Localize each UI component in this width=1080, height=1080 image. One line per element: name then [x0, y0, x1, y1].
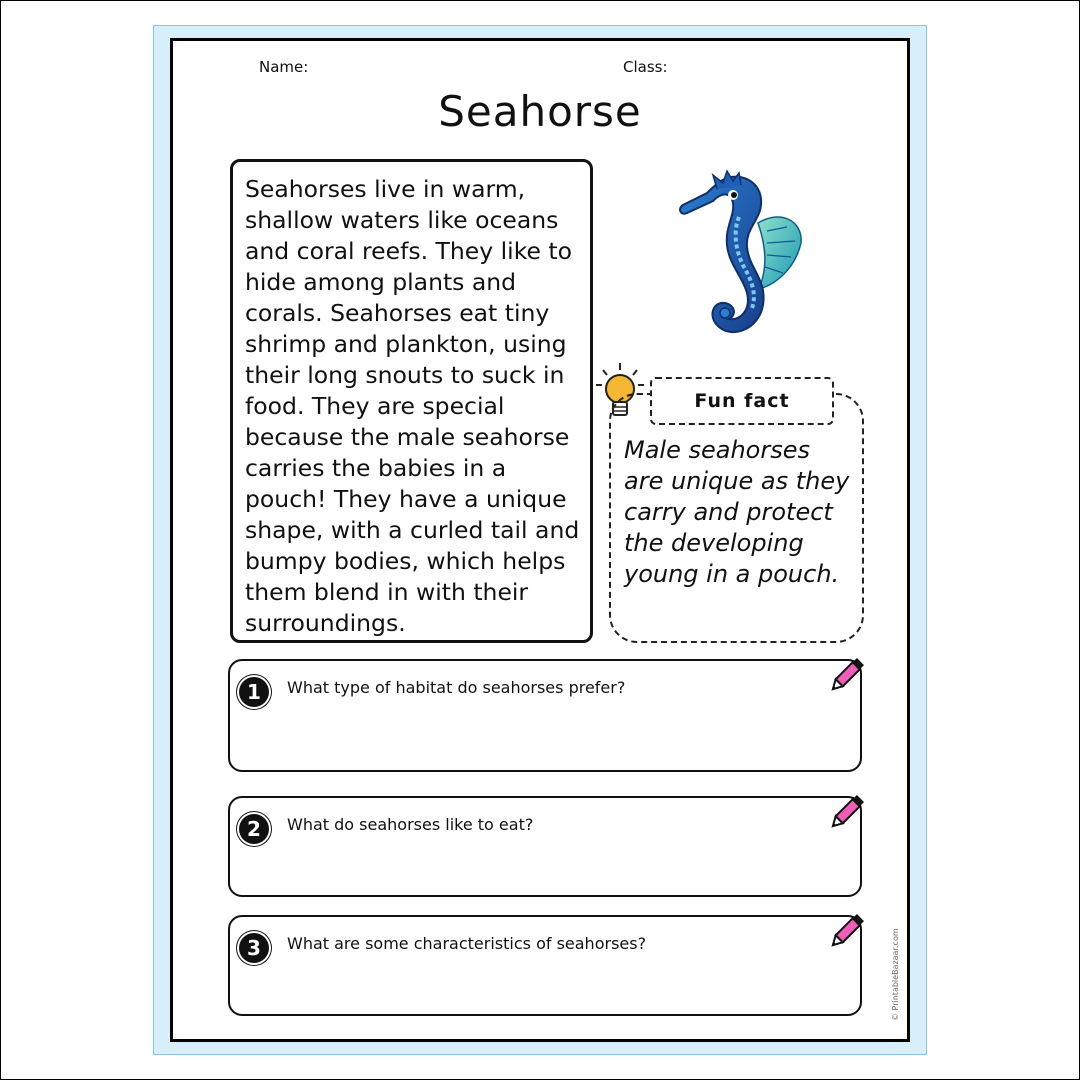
worksheet	[170, 38, 910, 1042]
reading-passage: Seahorses live in warm, shallow waters like oceans and coral reefs. They like to hide among plants and corals. Seahorses eat tiny shrimp and plankton, using their long snouts to suck in food. They are special because the male seahorse carries the babies in a pouch! They have a unique shape, with a curled tail and bumpy bodies, which helps them blend in with their surroundings.	[245, 175, 580, 637]
question-text: What do seahorses like to eat?	[287, 815, 534, 834]
pencil-icon	[823, 651, 871, 699]
question-text: What are some characteristics of seahorses?	[287, 934, 647, 953]
page-title: Seahorse	[438, 87, 642, 136]
question-number-badge: 3	[239, 933, 269, 963]
question-text: What type of habitat do seahorses prefer?	[287, 678, 626, 697]
question-2-answer-box[interactable]	[228, 796, 862, 897]
pencil-icon	[823, 788, 871, 836]
question-number-badge: 2	[239, 814, 269, 844]
name-label: Name:	[259, 58, 309, 76]
pencil-icon	[823, 907, 871, 955]
class-label: Class:	[623, 58, 668, 76]
fun-fact-title: Fun fact	[650, 377, 834, 425]
question-number-badge: 1	[239, 677, 269, 707]
question-3-answer-box[interactable]	[228, 915, 862, 1016]
question-1-answer-box[interactable]	[228, 659, 862, 772]
fun-fact-text: Male seahorses are unique as they carry and protect the developing young in a pouch.	[624, 436, 850, 588]
watermark: © PrintableBazaar.com	[891, 928, 900, 1021]
reading-passage-box	[230, 159, 593, 643]
seahorse-icon	[663, 161, 813, 351]
